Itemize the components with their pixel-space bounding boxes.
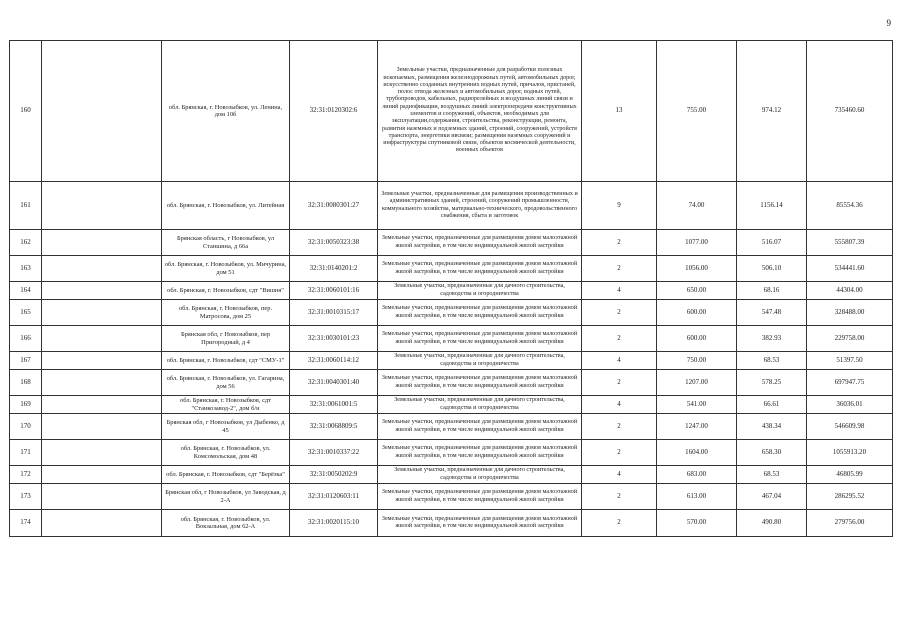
- row-number: 160: [10, 41, 42, 182]
- row-number: 172: [10, 466, 42, 484]
- use-group-cell: 4: [582, 396, 657, 414]
- cadastral-value-cell: 735460.60: [807, 41, 893, 182]
- blank-cell: [42, 282, 162, 300]
- blank-cell: [42, 440, 162, 466]
- table-row: [10, 256, 893, 282]
- area-cell: 650.00: [657, 282, 737, 300]
- cadastral-value-cell: 229758.00: [807, 326, 893, 352]
- table-row: [10, 440, 893, 466]
- cadastral-value-cell: 85554.36: [807, 182, 893, 230]
- address-cell: Брянская обл, г Новозыбков, пер Пригородный, д 4: [162, 326, 290, 352]
- address-cell: обл. Брянская, г. Новозыбков, ул. Комсомольская, дом 48: [162, 440, 290, 466]
- area-cell: 683.00: [657, 466, 737, 484]
- permitted-use-cell: Земельные участки, предназначенные для размещения домов малоэтажной жилой застройки, в том числе индивидуальной жилой застройки: [378, 370, 582, 396]
- table-row: [10, 484, 893, 510]
- cadastral-number-cell: 32:31:0061001:5: [290, 396, 378, 414]
- cadastral-number-cell: 32:31:0050202:9: [290, 466, 378, 484]
- area-cell: 750.00: [657, 352, 737, 370]
- cadastral-number-cell: 32:31:0040301:40: [290, 370, 378, 396]
- specific-value-cell: 66.61: [737, 396, 807, 414]
- specific-value-cell: 68.16: [737, 282, 807, 300]
- row-number: 174: [10, 510, 42, 537]
- permitted-use-cell: Земельные участки, предназначенные для дачного строительства, садоводства и огородничества: [378, 396, 582, 414]
- blank-cell: [42, 256, 162, 282]
- address-cell: обл. Брянская, г. Новозыбков, ул. Литейная: [162, 182, 290, 230]
- table-row: [10, 230, 893, 256]
- address-cell: Брянская обл, г Новозыбков, ул Заводская, д 2-А: [162, 484, 290, 510]
- permitted-use-cell: Земельные участки, предназначенные для размещения домов малоэтажной жилой застройки, в том числе индивидуальной жилой застройки: [378, 326, 582, 352]
- permitted-use-cell: Земельные участки, предназначенные для размещения домов малоэтажной жилой застройки, в том числе индивидуальной жилой застройки: [378, 300, 582, 326]
- address-cell: обл. Брянская, г. Новозыбков, ул. Вокзальная, дом 62-А: [162, 510, 290, 537]
- cadastral-number-cell: 32:31:0030101:23: [290, 326, 378, 352]
- blank-cell: [42, 230, 162, 256]
- cadastral-number-cell: 32:31:0010315:17: [290, 300, 378, 326]
- cadastral-number-cell: 32:31:0080301:27: [290, 182, 378, 230]
- address-cell: обл. Брянская, г. Новозыбков, сдт "Вишня": [162, 282, 290, 300]
- blank-cell: [42, 352, 162, 370]
- specific-value-cell: 547.48: [737, 300, 807, 326]
- area-cell: 541.00: [657, 396, 737, 414]
- cadastral-number-cell: 32:31:0068809:5: [290, 414, 378, 440]
- area-cell: 1056.00: [657, 256, 737, 282]
- permitted-use-cell: Земельные участки, предназначенные для размещения домов малоэтажной жилой застройки, в том числе индивидуальной жилой застройки: [378, 414, 582, 440]
- table-row: [10, 326, 893, 352]
- cadastral-value-cell: 328488.00: [807, 300, 893, 326]
- table-row: [10, 396, 893, 414]
- row-number: 171: [10, 440, 42, 466]
- cadastral-number-cell: 32:31:0140201:2: [290, 256, 378, 282]
- specific-value-cell: 506.10: [737, 256, 807, 282]
- use-group-cell: 13: [582, 41, 657, 182]
- table-row: [10, 352, 893, 370]
- specific-value-cell: 467.04: [737, 484, 807, 510]
- address-cell: Брянская обл, г Новозыбков, ул Дыбенко, д 45: [162, 414, 290, 440]
- address-cell: обл. Брянская, г. Новозыбков, ул. Гагарина, дом 56: [162, 370, 290, 396]
- cadastral-number-cell: 32:31:0060114:12: [290, 352, 378, 370]
- use-group-cell: 4: [582, 282, 657, 300]
- use-group-cell: 2: [582, 414, 657, 440]
- specific-value-cell: 578.25: [737, 370, 807, 396]
- row-number: 168: [10, 370, 42, 396]
- cadastral-value-cell: 44304.00: [807, 282, 893, 300]
- cadastral-value-cell: 697947.75: [807, 370, 893, 396]
- blank-cell: [42, 466, 162, 484]
- specific-value-cell: 438.34: [737, 414, 807, 440]
- use-group-cell: 2: [582, 256, 657, 282]
- table-body: [10, 41, 893, 537]
- use-group-cell: 2: [582, 484, 657, 510]
- use-group-cell: 2: [582, 440, 657, 466]
- specific-value-cell: 974.12: [737, 41, 807, 182]
- specific-value-cell: 516.07: [737, 230, 807, 256]
- specific-value-cell: 68.53: [737, 466, 807, 484]
- table-row: [10, 282, 893, 300]
- row-number: 173: [10, 484, 42, 510]
- row-number: 162: [10, 230, 42, 256]
- use-group-cell: 2: [582, 230, 657, 256]
- cadastral-number-cell: 32:31:0060101:16: [290, 282, 378, 300]
- cadastral-number-cell: 32:31:0050323:38: [290, 230, 378, 256]
- use-group-cell: 9: [582, 182, 657, 230]
- row-number: 170: [10, 414, 42, 440]
- area-cell: 570.00: [657, 510, 737, 537]
- page-number: 9: [886, 18, 891, 28]
- land-plots-table: [9, 40, 893, 537]
- permitted-use-cell: Земельные участки, предназначенные для размещения домов малоэтажной жилой застройки, в том числе индивидуальной жилой застройки: [378, 510, 582, 537]
- area-cell: 1077.00: [657, 230, 737, 256]
- row-number: 164: [10, 282, 42, 300]
- permitted-use-cell: Земельные участки, предназначенные для размещения домов малоэтажной жилой застройки, в том числе индивидуальной жилой застройки: [378, 256, 582, 282]
- address-cell: обл. Брянская, г. Новозыбков, сдт "Берёзка": [162, 466, 290, 484]
- table-row: [10, 370, 893, 396]
- area-cell: 1247.00: [657, 414, 737, 440]
- specific-value-cell: 490.80: [737, 510, 807, 537]
- cadastral-number-cell: 32:31:0120603:11: [290, 484, 378, 510]
- blank-cell: [42, 396, 162, 414]
- address-cell: обл. Брянская, г. Новозыбков, сдт "Станкозавод-2", дом б/н: [162, 396, 290, 414]
- table-row: [10, 182, 893, 230]
- area-cell: 613.00: [657, 484, 737, 510]
- area-cell: 1604.00: [657, 440, 737, 466]
- cadastral-value-cell: 51397.50: [807, 352, 893, 370]
- row-number: 165: [10, 300, 42, 326]
- use-group-cell: 2: [582, 300, 657, 326]
- cadastral-number-cell: 32:31:0120302:6: [290, 41, 378, 182]
- area-cell: 74.00: [657, 182, 737, 230]
- use-group-cell: 2: [582, 510, 657, 537]
- use-group-cell: 4: [582, 466, 657, 484]
- use-group-cell: 2: [582, 326, 657, 352]
- address-cell: обл. Брянская, г. Новозыбков, ул. Ленина, дом 10б: [162, 41, 290, 182]
- permitted-use-cell: Земельные участки, предназначенные для размещения домов малоэтажной жилой застройки, в том числе индивидуальной жилой застройки: [378, 484, 582, 510]
- specific-value-cell: 382.93: [737, 326, 807, 352]
- row-number: 163: [10, 256, 42, 282]
- area-cell: 600.00: [657, 300, 737, 326]
- cadastral-value-cell: 286295.52: [807, 484, 893, 510]
- blank-cell: [42, 414, 162, 440]
- permitted-use-cell: Земельные участки, предназначенные для разработки полезных ископаемых, размещения железнодорожных путей, автомобильных дорог, искусственно созданных внутренних водных путей, причалов, пристаней, полос отвода железных и автомобильных дорог, водных путей, трубопроводов, кабельных, радиорелейных и воздушных линий связи и линий радиофикации, воздушных линий электропередачи конструктивных элементов и сооружений, объектов, необходимых для эксплуатации,содержания, строительства, реконструкции, ремонта, развития наземных и подземных зданий, строений, сооружений, устройств транспорта, энергетики ивсвязи; размещения наземных сооружений и инфраструктуры спутниковой связи, объектов космической деятельности, военных объектов: [378, 41, 582, 182]
- blank-cell: [42, 484, 162, 510]
- cadastral-value-cell: 546609.98: [807, 414, 893, 440]
- table-row: [10, 41, 893, 182]
- use-group-cell: 4: [582, 352, 657, 370]
- cadastral-value-cell: 1055913.20: [807, 440, 893, 466]
- cadastral-value-cell: 36036.01: [807, 396, 893, 414]
- address-cell: обл. Брянская, г. Новозыбков, пер. Матросова, дом 25: [162, 300, 290, 326]
- blank-cell: [42, 510, 162, 537]
- blank-cell: [42, 41, 162, 182]
- use-group-cell: 2: [582, 370, 657, 396]
- table-row: [10, 414, 893, 440]
- table-row: [10, 466, 893, 484]
- row-number: 161: [10, 182, 42, 230]
- blank-cell: [42, 370, 162, 396]
- table-row: [10, 300, 893, 326]
- specific-value-cell: 68.53: [737, 352, 807, 370]
- blank-cell: [42, 326, 162, 352]
- permitted-use-cell: Земельные участки, предназначенные для дачного строительства, садоводства и огородничества: [378, 466, 582, 484]
- permitted-use-cell: Земельные участки, предназначенные для размещения производственных и административных зданий, строений, сооружений промышленности, коммунального хозяйства, материально-технического, продовольственного снабжения, сбыта и заготовок: [378, 182, 582, 230]
- area-cell: 1207.00: [657, 370, 737, 396]
- blank-cell: [42, 182, 162, 230]
- address-cell: Брянская область, г Новозыбков, ул Станшина, д 66а: [162, 230, 290, 256]
- specific-value-cell: 1156.14: [737, 182, 807, 230]
- cadastral-value-cell: 46805.99: [807, 466, 893, 484]
- cadastral-value-cell: 279756.00: [807, 510, 893, 537]
- row-number: 166: [10, 326, 42, 352]
- row-number: 169: [10, 396, 42, 414]
- address-cell: обл. Брянская, г. Новозыбков, ул. Мичурина, дом 51: [162, 256, 290, 282]
- cadastral-value-cell: 534441.60: [807, 256, 893, 282]
- row-number: 167: [10, 352, 42, 370]
- permitted-use-cell: Земельные участки, предназначенные для дачного строительства, садоводства и огородничества: [378, 282, 582, 300]
- permitted-use-cell: Земельные участки, предназначенные для дачного строительства, садоводства и огородничества: [378, 352, 582, 370]
- cadastral-value-cell: 555807.39: [807, 230, 893, 256]
- table-row: [10, 510, 893, 537]
- permitted-use-cell: Земельные участки, предназначенные для размещения домов малоэтажной жилой застройки, в том числе индивидуальной жилой застройки: [378, 230, 582, 256]
- permitted-use-cell: Земельные участки, предназначенные для размещения домов малоэтажной жилой застройки, в том числе индивидуальной жилой застройки: [378, 440, 582, 466]
- blank-cell: [42, 300, 162, 326]
- area-cell: 755.00: [657, 41, 737, 182]
- cadastral-number-cell: 32:31:0010337:22: [290, 440, 378, 466]
- specific-value-cell: 658.30: [737, 440, 807, 466]
- address-cell: обл. Брянская, г. Новозыбков, сдт "СМУ-1": [162, 352, 290, 370]
- area-cell: 600.00: [657, 326, 737, 352]
- cadastral-number-cell: 32:31:0020115:10: [290, 510, 378, 537]
